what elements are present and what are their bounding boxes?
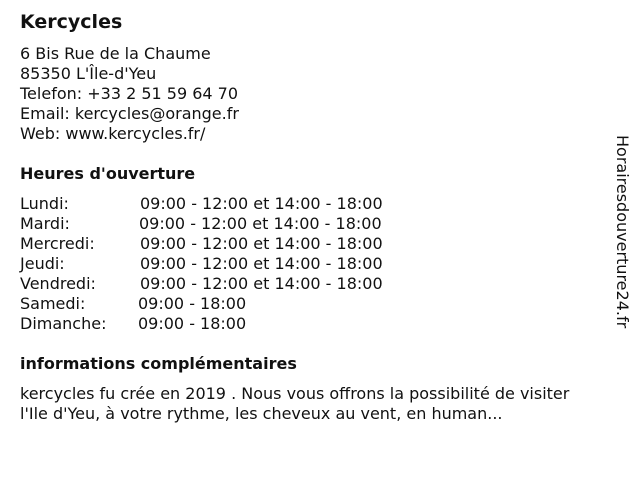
- site-watermark: Horairesdouverture24.fr: [613, 135, 632, 329]
- day-label: Mardi:: [20, 214, 70, 233]
- email-line: Email: kercycles@orange.fr: [20, 104, 239, 123]
- day-label: Samedi:: [20, 294, 86, 313]
- day-label: Jeudi:: [20, 254, 65, 273]
- address-line-street: 6 Bis Rue de la Chaume: [20, 44, 211, 63]
- day-label: Dimanche:: [20, 314, 107, 333]
- day-label: Lundi:: [20, 194, 69, 213]
- address-line-city: 85350 L'Île-d'Yeu: [20, 64, 157, 83]
- additional-info-heading: informations complémentaires: [20, 354, 297, 373]
- web-line: Web: www.kercycles.fr/: [20, 124, 206, 143]
- opening-hours-heading: Heures d'ouverture: [20, 164, 196, 183]
- business-name: Kercycles: [20, 11, 123, 33]
- time-range: 09:00 - 12:00 et 14:00 - 18:00: [139, 214, 382, 233]
- phone-line: Telefon: +33 2 51 59 64 70: [20, 84, 239, 103]
- time-range: 09:00 - 18:00: [138, 294, 247, 313]
- day-label: Mercredi:: [20, 234, 95, 253]
- additional-info-text: kercycles fu crée en 2019 . Nous vous offrons la possibilité de visiter l'Ile d'Yeu, à votre rythme, les cheveux au vent, en human...: [20, 384, 570, 423]
- time-range: 09:00 - 12:00 et 14:00 - 18:00: [140, 234, 383, 253]
- day-label: Vendredi:: [20, 274, 96, 293]
- time-range: 09:00 - 12:00 et 14:00 - 18:00: [140, 274, 383, 293]
- time-range: 09:00 - 12:00 et 14:00 - 18:00: [140, 194, 383, 213]
- time-range: 09:00 - 18:00: [138, 314, 247, 333]
- time-range: 09:00 - 12:00 et 14:00 - 18:00: [140, 254, 383, 273]
- contact-block: [20, 44, 239, 144]
